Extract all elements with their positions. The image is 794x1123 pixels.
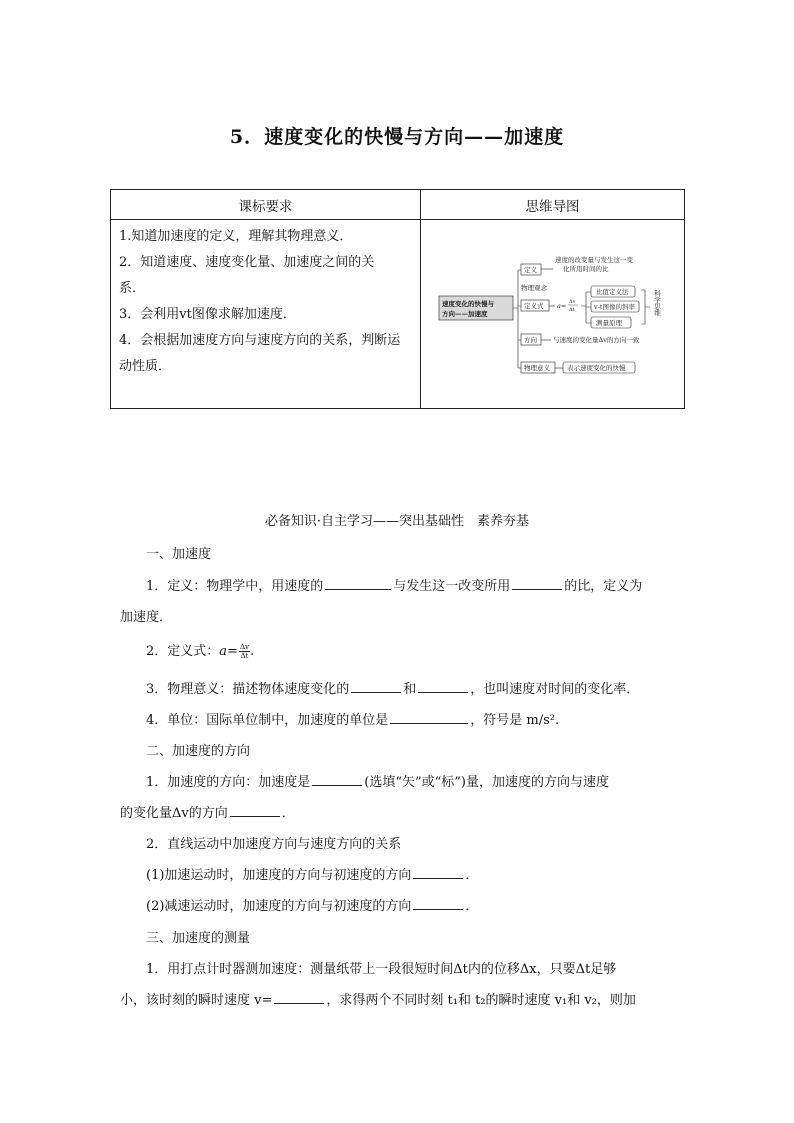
paragraph-accelerating (146, 864, 478, 883)
mind-map-diagram (421, 220, 686, 410)
text-span: 4．单位：国际单位制中，加速度的单位是 (146, 713, 389, 728)
answer-blank[interactable] (390, 711, 468, 724)
page-title: 5．速度变化的快慢与方向——加速度 (229, 126, 565, 148)
answer-blank[interactable] (418, 680, 468, 693)
paragraph-direction (146, 771, 609, 790)
requirement-line: 2．知道速度、速度变化量、加速度之间的关 (119, 255, 375, 270)
table-header-mindmap: 思维导图 (421, 190, 685, 220)
answer-blank[interactable] (512, 577, 562, 590)
requirement-line: 1.知道加速度的定义，理解其物理意义． (119, 229, 353, 244)
requirement-line: 4．会根据加速度方向与速度方向的关系，判断运 (119, 333, 401, 348)
section-heading: 必备知识·自主学习——突出基础性 素养夯基 (264, 514, 530, 529)
text-span: ． (281, 806, 295, 821)
answer-blank[interactable] (413, 897, 463, 910)
text-span: ． (465, 899, 479, 914)
text-span: ，求得两个不同时刻 t₁和 t₂的瞬时速度 v₁和 v₂，则加 (326, 993, 636, 1008)
requirements-cell (111, 220, 421, 409)
text-span: 2．定义式： (146, 644, 220, 659)
text-span: 1．加速度的方向：加速度是 (146, 775, 311, 790)
definition-text-line2: 化所用时间的比 (563, 265, 609, 273)
answer-blank[interactable] (312, 773, 362, 786)
text-span: . (249, 644, 255, 659)
answer-blank[interactable] (413, 866, 463, 879)
paragraph-decelerating (146, 895, 478, 914)
requirement-line: 3．会利用vt图像求解加速度． (119, 307, 296, 322)
science-thinking-bracket (641, 290, 650, 324)
formula-label: 定义式 (524, 302, 544, 310)
formula-a: a= (557, 302, 567, 310)
paragraph-timer-cont (120, 989, 636, 1008)
text-span: 和 (403, 682, 417, 697)
fraction-denominator: Δt (240, 652, 249, 660)
paragraph-formula (146, 640, 254, 660)
table-header-requirements: 课标要求 (111, 190, 421, 220)
meaning-text: 表示速度变化的快慢 (567, 364, 626, 372)
mindmap-cell (421, 220, 685, 409)
heading-direction: 二、加速度的方向 (146, 744, 251, 759)
formula-fraction (239, 643, 250, 660)
requirements-table (110, 189, 685, 409)
physics-concept-label: 物理观念 (521, 284, 547, 292)
paragraph-direction-cont (120, 802, 295, 821)
paragraph-definition (146, 575, 642, 594)
root-label-line2: 方向——加速度 (442, 310, 488, 318)
text-span: 3．物理意义：描述物体速度变化的 (146, 682, 350, 697)
method-label: v-t图像的斜率 (594, 303, 635, 311)
paragraph-definition-cont: 加速度． (120, 610, 173, 625)
meaning-label: 物理意义 (524, 364, 550, 372)
branch-connector (513, 270, 521, 368)
science-thinking-label: 科学思维 (653, 290, 661, 316)
answer-blank[interactable] (230, 804, 280, 817)
heading-acceleration: 一、加速度 (146, 547, 212, 562)
text-span: 的变化量Δv的方向 (120, 806, 228, 821)
text-span: (1)加速运动时，加速度的方向与初速度的方向 (146, 868, 412, 883)
direction-text: 与速度的变化量Δv的方向一致 (553, 336, 640, 344)
text-span: 小，该时刻的瞬时速度 v= (120, 993, 273, 1008)
definition-text-line1: 速度的改变量与发生这一变 (555, 256, 633, 264)
formula-denominator: Δt (569, 307, 575, 313)
text-span: 与发生这一改变所用 (393, 579, 511, 594)
requirement-line: 系． (119, 281, 146, 296)
text-span: ，也叫速度对时间的变化率． (470, 682, 640, 697)
requirement-line: 动性质． (119, 359, 172, 374)
paragraph-timer: 1．用打点计时器测加速度：测量纸带上一段很短时间Δt内的位移Δx，只要Δt足够 (146, 962, 617, 977)
text-span: ． (465, 868, 479, 883)
root-label-line1: 速度变化的快慢与 (442, 300, 494, 308)
text-span: 的比，定义为 (564, 579, 643, 594)
fraction-numerator: Δv (239, 643, 249, 651)
methods-connector (581, 292, 591, 323)
text-span: (选填“矢”或“标”)量，加速度的方向与速度 (364, 775, 610, 790)
formula-symbol: a= (219, 644, 238, 659)
method-label: 测量原理 (596, 319, 622, 327)
paragraph-relation: 2．直线运动中加速度方向与速度方向的关系 (146, 837, 402, 852)
method-label: 比值定义法 (596, 288, 629, 296)
answer-blank[interactable] (351, 680, 401, 693)
text-span: 1．定义：物理学中，用速度的 (146, 579, 324, 594)
paragraph-meaning (146, 678, 639, 697)
text-span: (2)减速运动时，加速度的方向与初速度的方向 (146, 899, 412, 914)
heading-measurement: 三、加速度的测量 (146, 931, 251, 946)
formula-numerator: Δv (569, 299, 576, 305)
direction-label: 方向 (524, 336, 537, 344)
paragraph-unit (146, 709, 559, 728)
definition-label: 定义 (524, 266, 537, 274)
answer-blank[interactable] (325, 577, 391, 590)
text-span: ，符号是 m/s². (470, 713, 560, 728)
answer-blank[interactable] (274, 991, 324, 1004)
